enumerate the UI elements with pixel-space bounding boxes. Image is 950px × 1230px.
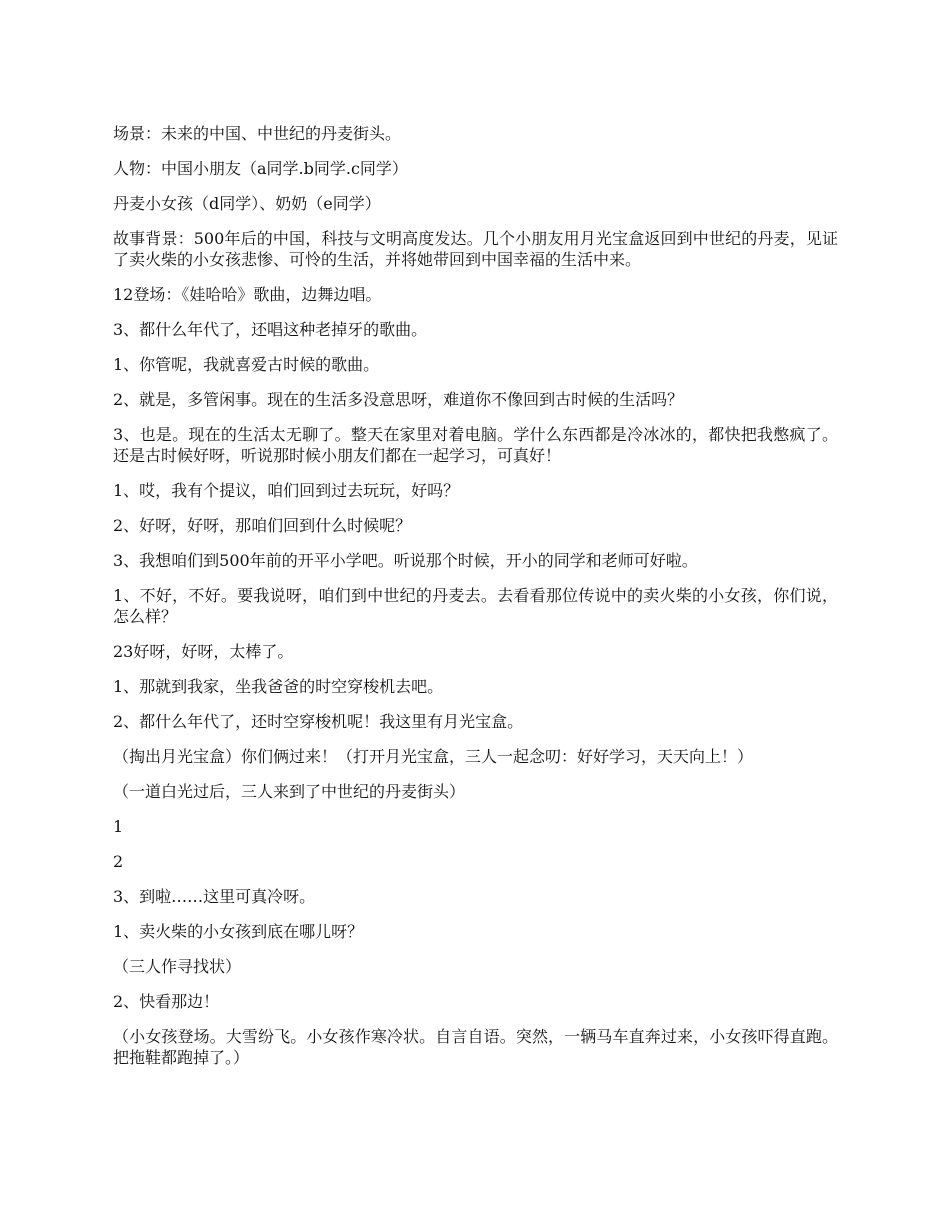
stage-direction: （小女孩登场。大雪纷飞。小女孩作寒冷状。自言自语。突然，一辆马车直奔过来，小女孩吓得直跑。把拖鞋都跑掉了。） (113, 1027, 838, 1067)
story-background: 故事背景：500年后的中国，科技与文明高度发达。几个小朋友用月光宝盒返回到中世纪的丹麦，见证了卖火柴的小女孩悲惨、可怜的生活，并将她带回到中国幸福的生活中来。 (113, 229, 838, 269)
dialogue-line: 3、我想咱们到500年前的开平小学吧。听说那个时候，开小的同学和老师可好啦。 (113, 551, 698, 570)
dialogue-line: 2、快看那边！ (113, 992, 220, 1011)
characters-line-2: 丹麦小女孩（d同学）、奶奶（e同学） (113, 194, 381, 213)
document-body (113, 123, 838, 1082)
dialogue-line: 1、哎，我有个提议，咱们回到过去玩玩，好吗？ (113, 481, 460, 500)
dialogue-line: 1、那就到我家，坐我爸爸的时空穿梭机去吧。 (113, 677, 444, 696)
dialogue-line: 3、也是。现在的生活太无聊了。整天在家里对着电脑。学什么东西都是冷冰冰的，都快把我憋疯了。还是古时候好呀，听说那时候小朋友们都在一起学习，可真好！ (113, 425, 838, 465)
dialogue-line: 3、都什么年代了，还唱这种老掉牙的歌曲。 (113, 320, 428, 339)
dialogue-line: 3、到啦……这里可真冷呀。 (113, 887, 316, 906)
stage-direction: （一道白光过后，三人来到了中世纪的丹麦街头） (113, 782, 466, 801)
dialogue-line: 12登场：《娃哈哈》歌曲，边舞边唱。 (113, 285, 382, 304)
dialogue-line: 2、都什么年代了，还时空穿梭机呢！我这里有月光宝盒。 (113, 712, 524, 731)
dialogue-line: 23好呀，好呀，太棒了。 (113, 642, 294, 661)
dialogue-line: 2 (113, 852, 124, 871)
dialogue-line: 1、你管呢，我就喜爱古时候的歌曲。 (113, 355, 380, 374)
dialogue-line: 1、不好，不好。要我说呀，咱们到中世纪的丹麦去。去看看那位传说中的卖火柴的小女孩，你们说，怎么样？ (113, 586, 838, 626)
dialogue-line: 1 (113, 817, 124, 836)
dialogue-line: 2、就是，多管闲事。现在的生活多没意思呀，难道你不像回到古时候的生活吗？ (113, 390, 684, 409)
dialogue-line: 1、卖火柴的小女孩到底在哪儿呀？ (113, 922, 364, 941)
scene-line: 场景：未来的中国、中世纪的丹麦街头。 (113, 124, 402, 143)
dialogue-line: 2、好呀，好呀，那咱们回到什么时候呢？ (113, 516, 412, 535)
characters-line: 人物：中国小朋友（a同学.b同学.c同学） (113, 159, 408, 178)
stage-direction: （掏出月光宝盒）你们俩过来！（打开月光宝盒，三人一起念叨：好好学习，天天向上！） (113, 747, 754, 766)
stage-direction: （三人作寻找状） (113, 957, 242, 976)
